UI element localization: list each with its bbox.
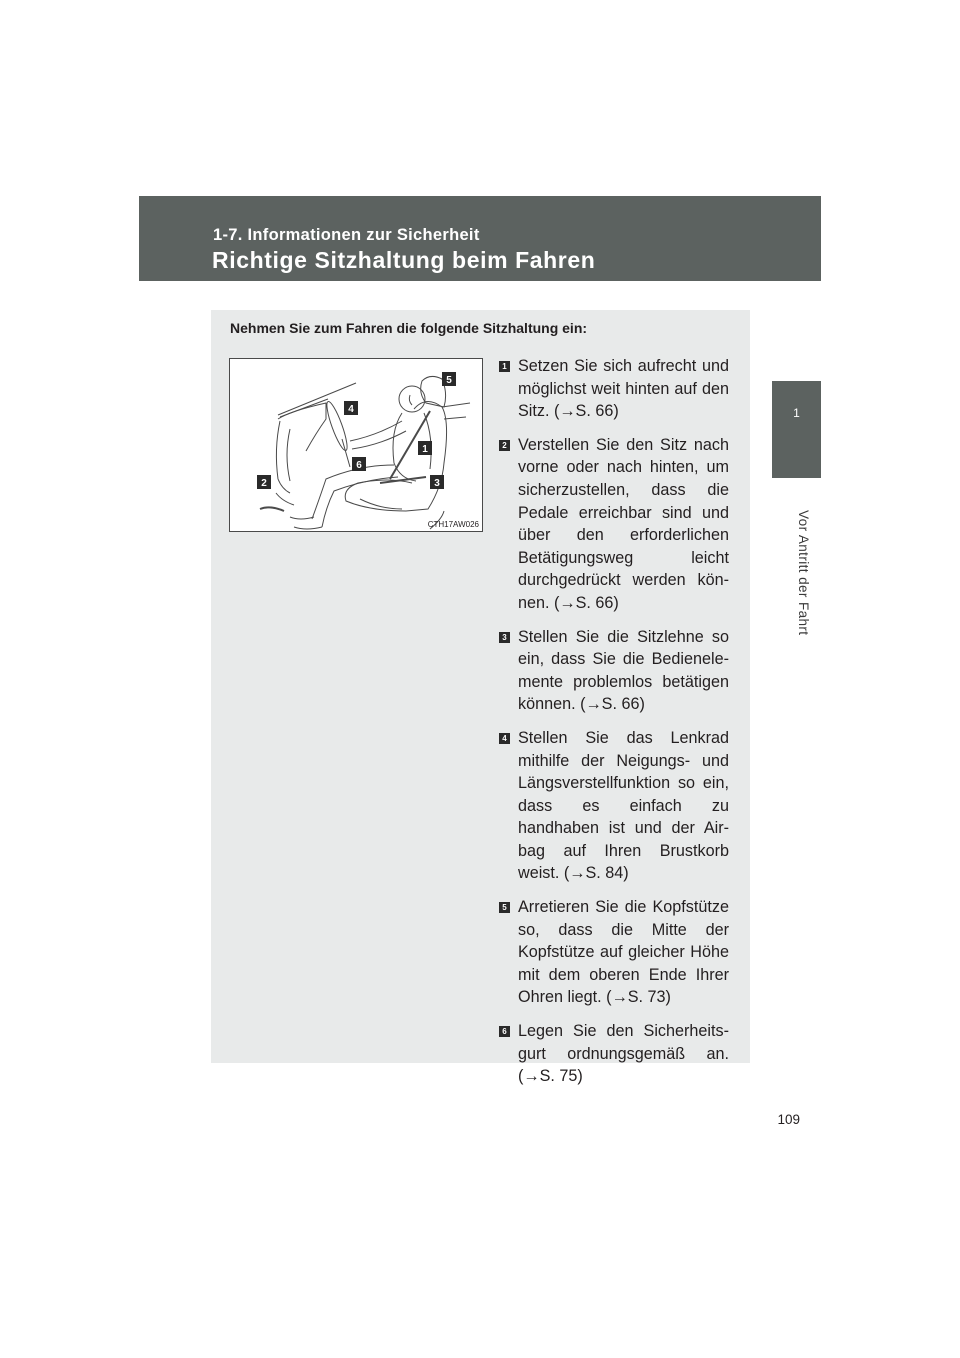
step-text-1: Setzen Sie sich aufrecht und möglichst weit hinten auf den Sitz. (→S. 66) (518, 357, 729, 421)
callout-5: 5 (446, 375, 452, 386)
step-item (499, 896, 729, 1009)
step-number-6: 6 (499, 1026, 510, 1037)
driver-seat-diagram (230, 359, 483, 532)
step-text-2: Verstellen Sie den Sitz nach vorne oder nach hinten, um sicherzustellen, dass die Pedale erreichbar sind und über den erforderlichen Betätigungsweg leicht durchgedrückt werden können. (→S. 66) (518, 435, 729, 612)
step-text-5: Arretieren Sie die Kopfstütze so, dass die Mitte der Kopfstütze auf gleicher Höhe mit dem oberen Ende Ihrer Ohren liegt. (→S. 73) (518, 898, 729, 1007)
chapter-number: 1 (793, 406, 800, 420)
dashboard-outline (278, 403, 326, 451)
pedal (276, 493, 294, 505)
step-number-5: 5 (499, 902, 510, 913)
steering-column (342, 439, 350, 467)
figure-code: CTH17AW026 (427, 520, 479, 529)
dashboard-lower (276, 421, 290, 493)
intro-text: Nehmen Sie zum Fahren die folgende Sitzhaltung ein: (230, 320, 588, 336)
step-item (499, 434, 729, 615)
driver-head (399, 386, 425, 412)
step-item (499, 727, 729, 885)
chapter-title: Vor Antritt der Fahrt (796, 510, 811, 636)
step-item (499, 1020, 729, 1088)
step-number-4: 4 (499, 733, 510, 744)
seating-posture-illustration (229, 358, 483, 532)
posture-steps (499, 355, 729, 1099)
driver-leg-upper (312, 465, 394, 519)
callout-4: 4 (348, 404, 354, 415)
step-text-4: Stellen Sie das Lenkrad mithilfe der Neigungs- und Längsverstellfunktion so ein, dass es einfach zu handhaben ist und der Airbag auf Ihren Brustkorb weist. (→S. 84) (518, 728, 729, 883)
step-text-6: Legen Sie den Sicherheitsgurt ordnungsgemäß an. (→S. 75) (518, 1022, 729, 1086)
step-item (499, 626, 729, 716)
callout-3: 3 (434, 478, 440, 489)
step-number-3: 3 (499, 632, 510, 643)
content-panel (211, 310, 750, 1086)
page-title: Richtige Sitzhaltung beim Fahren (212, 247, 596, 273)
callout-2: 2 (261, 478, 267, 489)
driver-torso (393, 413, 416, 481)
step-number-2: 2 (499, 440, 510, 451)
step-text-3: Stellen Sie die Sitzlehne so ein, dass Sie die Bedienelemente problemlos betätigen können. (→S. 66) (518, 627, 729, 714)
step-number-1: 1 (499, 361, 510, 372)
chapter-tab (772, 381, 821, 478)
callout-6: 6 (356, 460, 362, 471)
step-item (499, 355, 729, 423)
section-label: 1-7. Informationen zur Sicherheit (213, 226, 480, 244)
chapter-header (139, 196, 821, 281)
driver-foot (290, 517, 314, 519)
page-number: 109 (777, 1112, 800, 1127)
callout-1: 1 (422, 444, 428, 455)
